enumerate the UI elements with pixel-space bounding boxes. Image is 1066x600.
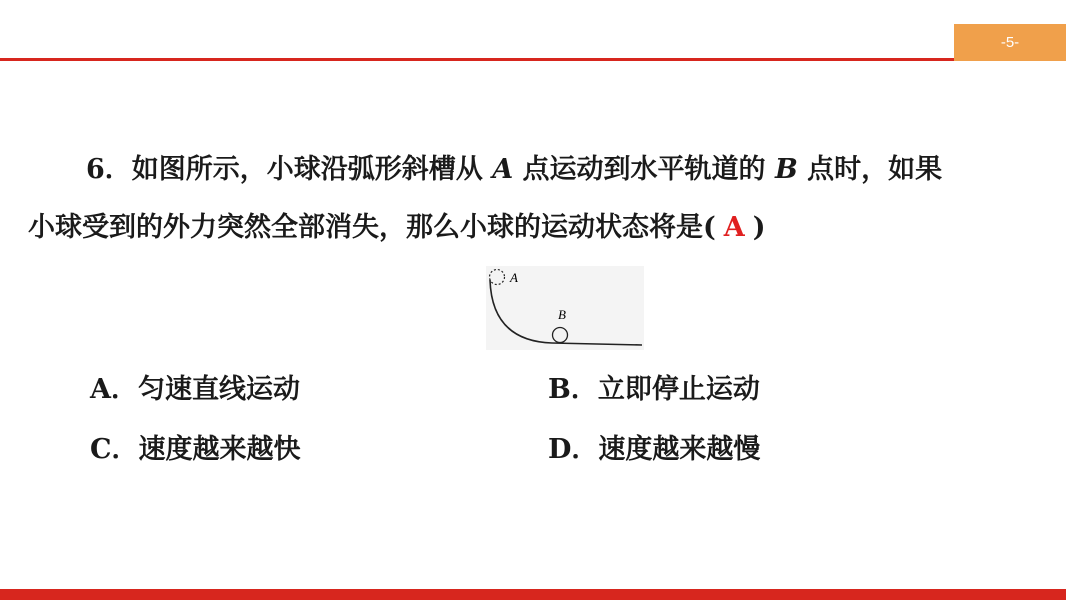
point-b-label: B — [774, 154, 798, 185]
figure-label-b: B — [558, 307, 566, 322]
question-text-part-2: 点运动到水平轨道的 — [513, 154, 775, 185]
option-a: A．匀速直线运动 — [90, 374, 300, 405]
question-text-part-1: 6．如图所示，小球沿弧形斜槽从 — [86, 154, 493, 185]
header-rule — [0, 58, 954, 61]
question-text-part-3: 点时，如果 — [797, 154, 943, 185]
option-d: D．速度越来越慢 — [548, 434, 761, 465]
question-close-paren: ) — [752, 212, 766, 243]
option-c: C．速度越来越快 — [90, 434, 301, 465]
answer-text: A — [723, 212, 745, 243]
question-line-2 — [28, 214, 766, 241]
point-a-label: A — [492, 154, 514, 185]
option-b: B．立即停止运动 — [548, 374, 760, 405]
figure-label-a: A — [510, 270, 518, 285]
question-text-part-4: 小球受到的外力突然全部消失，那么小球的运动状态将是( — [28, 212, 716, 243]
page-number-badge: -5- — [954, 24, 1066, 61]
track-figure — [486, 266, 644, 350]
footer-bar — [0, 589, 1066, 600]
question-line-1 — [86, 156, 942, 183]
